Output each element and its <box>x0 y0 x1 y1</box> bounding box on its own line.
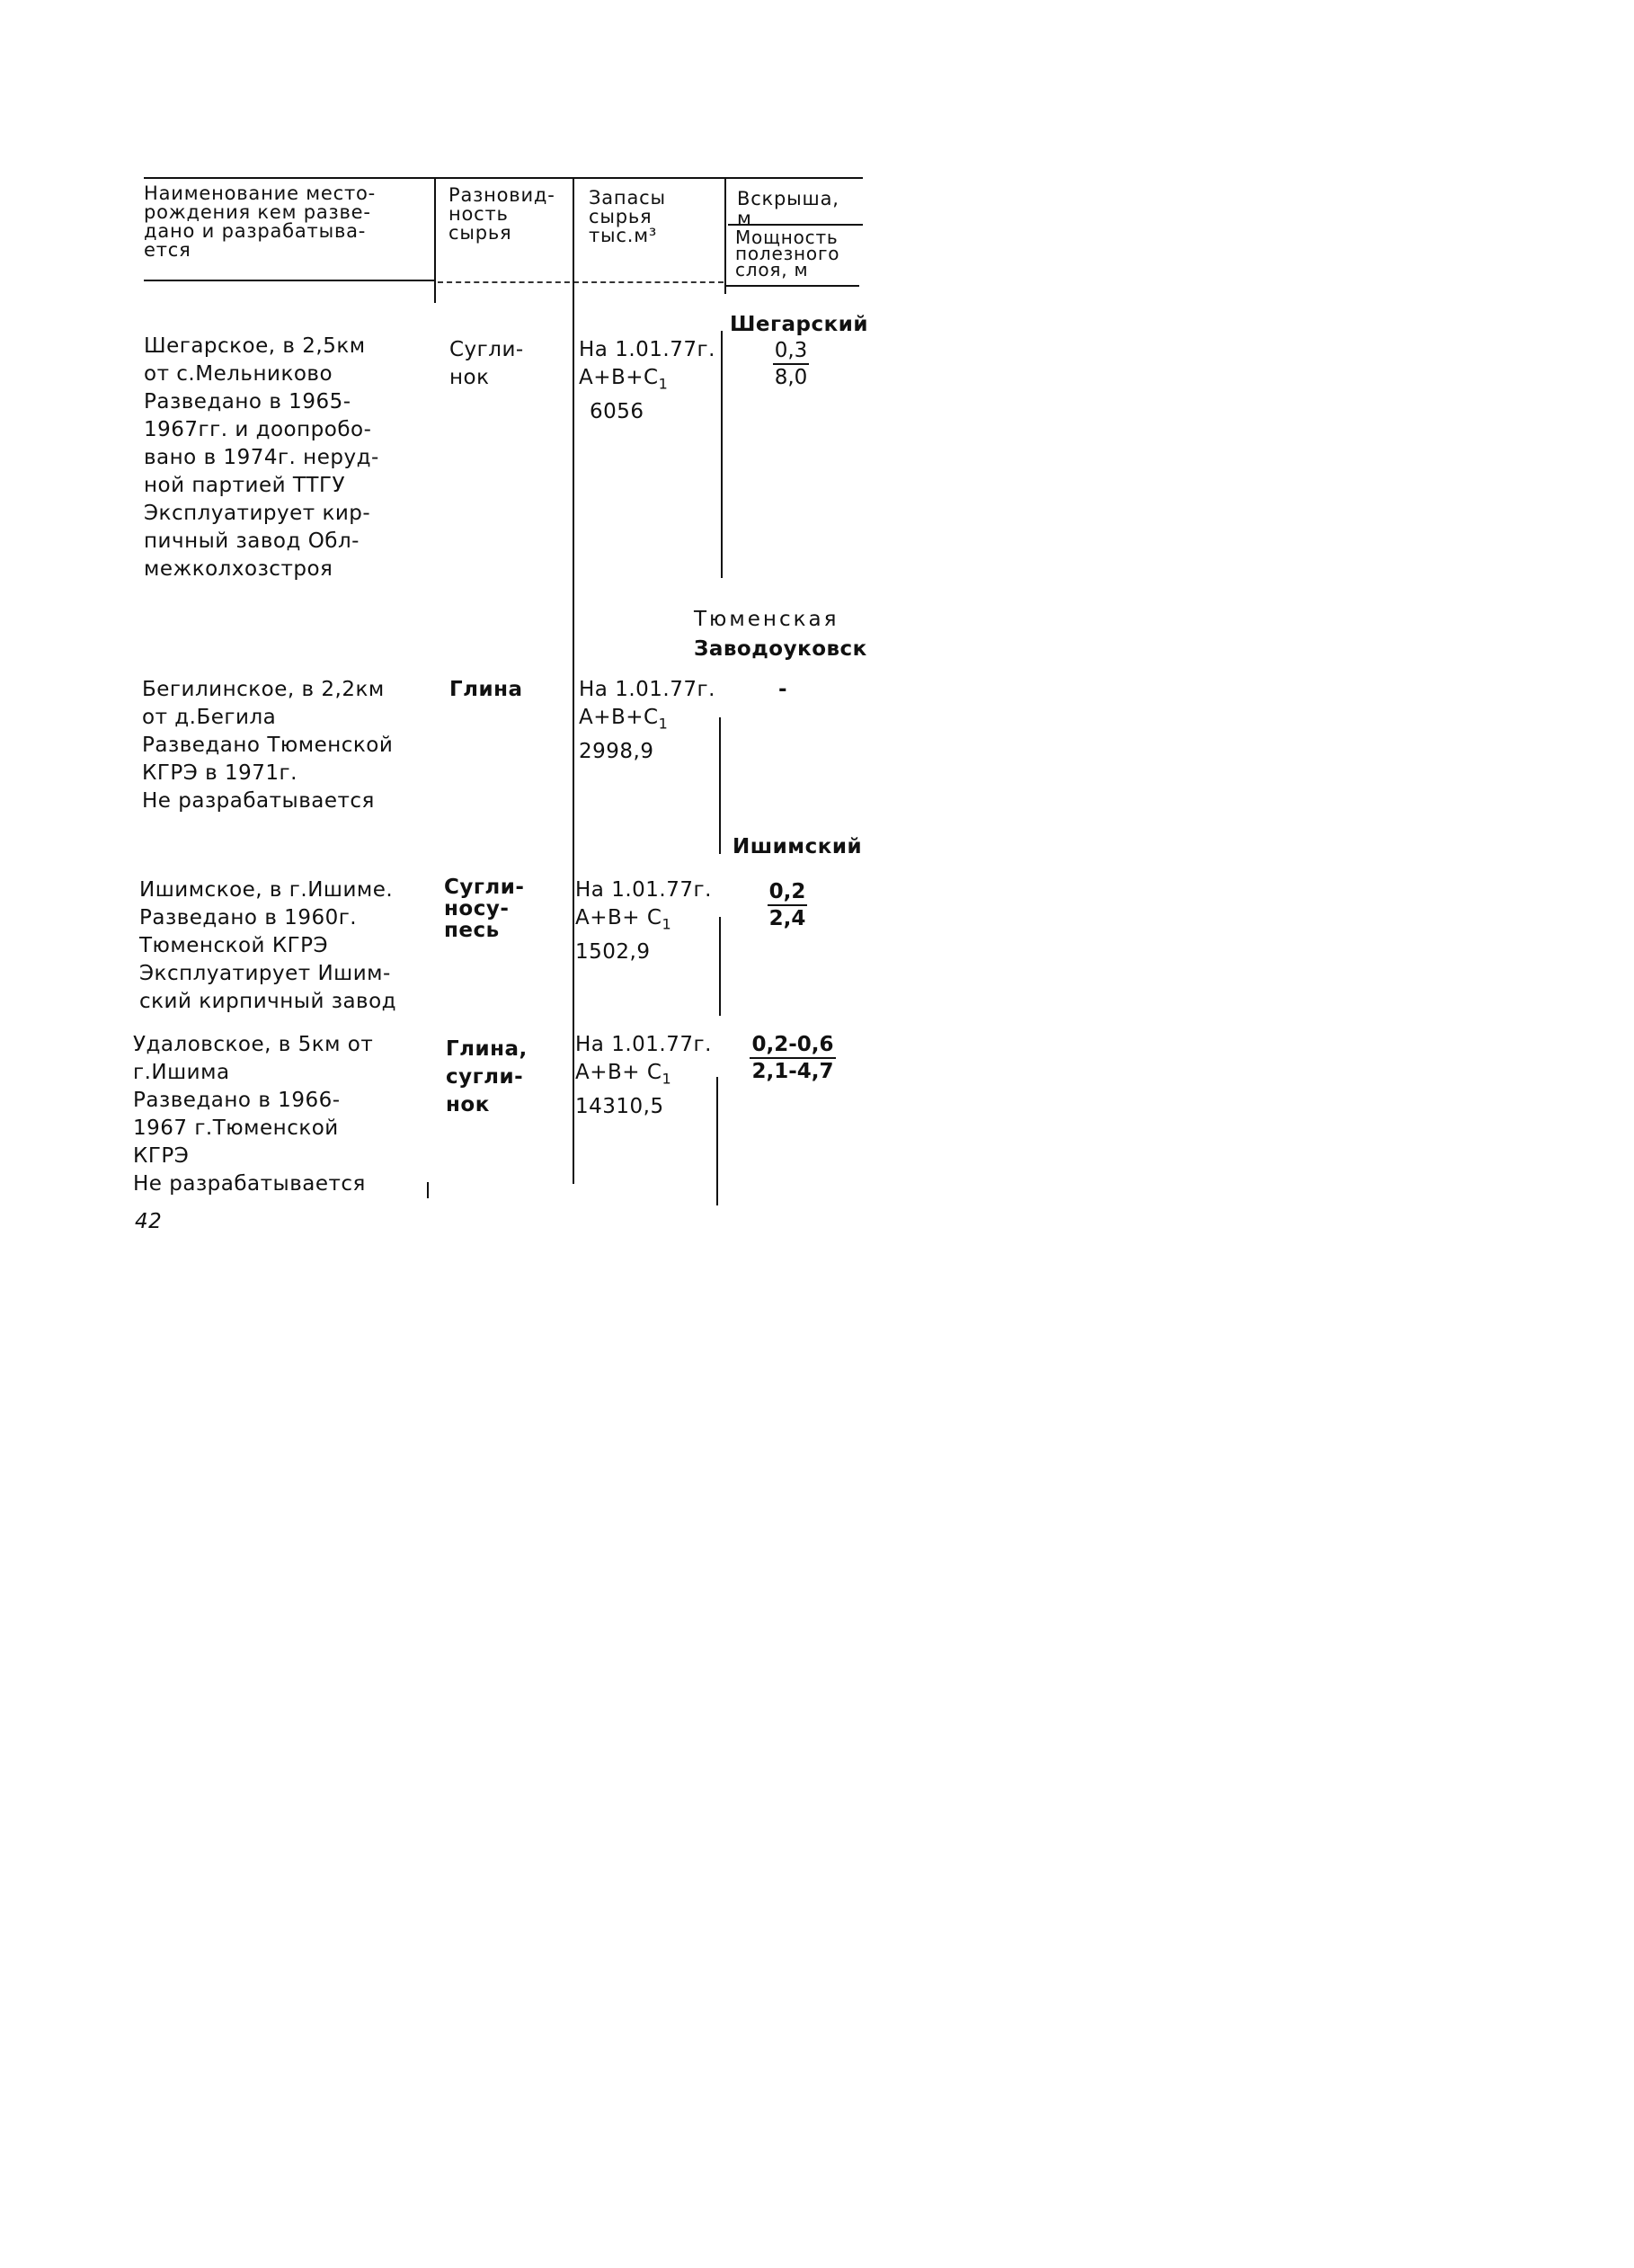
header-col1-line: ется <box>144 239 191 261</box>
reserves-date: На 1.01.77г. <box>575 878 712 902</box>
header-col4-top-line: м <box>737 208 752 229</box>
raw-type-line: Глина <box>449 678 523 701</box>
raw-type-cell <box>449 336 524 392</box>
overburden-value: - <box>778 678 788 701</box>
header-col2-line: ность <box>448 203 509 225</box>
overburden-value: 0,2-0,6 <box>750 1032 835 1059</box>
col-separator-3-seg-d <box>716 1077 718 1205</box>
reserves-value: 14310,5 <box>575 1094 664 1118</box>
reserves-cell <box>575 876 712 966</box>
raw-type-line: носу- <box>444 897 510 921</box>
deposit-name-line: вано в 1974г. неруд- <box>144 446 379 469</box>
reserves-category <box>575 1059 712 1093</box>
reserves-formula-subscript: 1 <box>662 915 672 933</box>
col-separator-3 <box>724 177 726 294</box>
deposit-name-line: Разведано в 1960г. <box>139 906 358 929</box>
header-col4-top <box>737 189 839 228</box>
reserves-cell <box>579 336 715 426</box>
page-number: 42 <box>135 1210 163 1233</box>
col-separator-3-seg-a <box>721 331 723 578</box>
deposit-name-line: от д.Бегила <box>142 706 277 729</box>
header-bottom-rule-right <box>726 285 859 287</box>
header-col3-line: сырья <box>589 206 653 227</box>
reserves-value: 6056 <box>590 399 644 423</box>
raw-type-line: нок <box>449 366 490 389</box>
col-separator-1b <box>427 1182 429 1198</box>
header-col4-bottom-line: Мощность <box>735 227 839 248</box>
reserves-value: 2998,9 <box>579 739 654 763</box>
deposit-name-line: Разведано в 1966- <box>133 1089 341 1112</box>
deposit-name-line: Бегилинское, в 2,2км <box>142 678 385 701</box>
deposit-name-line: КГРЭ в 1971г. <box>142 761 297 785</box>
reserves-date: На 1.01.77г. <box>575 1033 712 1056</box>
deposit-name-line: г.Ишима <box>133 1061 230 1084</box>
raw-type-cell <box>449 676 523 704</box>
overburden-thickness-cell <box>751 879 823 931</box>
reserves-formula-subscript: 1 <box>662 1070 672 1088</box>
overburden-thickness-cell <box>755 338 827 390</box>
raw-type-cell <box>444 876 524 941</box>
reserves-formula: А+В+С <box>579 706 659 729</box>
deposit-name-line: Не разрабатывается <box>133 1172 366 1196</box>
col-separator-3-seg-b <box>719 717 721 854</box>
deposit-name-cell <box>144 333 379 583</box>
header-col1-line: Наименование место- <box>144 182 377 204</box>
header-bottom-dashed-rule <box>438 281 724 283</box>
thickness-value: 2,4 <box>768 907 806 930</box>
reserves-category <box>575 904 712 938</box>
header-col3 <box>589 189 666 245</box>
reserves-formula-subscript: 1 <box>658 715 669 733</box>
deposit-name-line: Не разрабатывается <box>142 789 375 813</box>
deposit-name-line: ной партией ТТГУ <box>144 474 345 497</box>
reserves-category <box>579 704 715 738</box>
reserves-cell <box>575 1031 712 1121</box>
deposit-name-line: ский кирпичный завод <box>139 990 397 1013</box>
header-col4-bottom <box>735 229 839 278</box>
reserves-date: На 1.01.77г. <box>579 338 715 361</box>
deposit-name-line: Разведано в 1965- <box>144 390 351 414</box>
col-separator-1 <box>434 177 436 303</box>
header-col4-top-line: Вскрыша, <box>737 188 839 209</box>
reserves-category <box>579 364 715 398</box>
deposit-name-line: КГРЭ <box>133 1144 190 1168</box>
raw-type-line: песь <box>444 919 500 942</box>
deposit-name-line: межколхозстроя <box>144 557 333 581</box>
table-top-rule <box>144 177 863 179</box>
header-col1-line: рождения кем разве- <box>144 201 371 223</box>
deposit-name-cell <box>133 1031 373 1198</box>
deposit-name-line: Разведано Тюменской <box>142 734 394 757</box>
raw-type-line: нок <box>446 1093 490 1116</box>
reserves-value: 1502,9 <box>575 939 651 964</box>
raw-type-line: Глина, <box>446 1037 528 1061</box>
deposit-name-cell <box>139 876 396 1016</box>
deposit-name-line: Тюменской КГРЭ <box>139 934 329 957</box>
header-col3-line: Запасы <box>589 187 666 209</box>
deposit-name-cell <box>142 676 393 815</box>
deposit-name-line: Эксплуатирует кир- <box>144 502 371 525</box>
raw-type-line: Сугли- <box>449 338 524 361</box>
reserves-date: На 1.01.77г. <box>579 678 715 701</box>
header-col2-line: Разновид- <box>448 184 555 206</box>
header-col4-bottom-line: полезного <box>735 243 840 264</box>
thickness-value: 2,1-4,7 <box>751 1060 834 1083</box>
overburden-value: 0,2 <box>768 879 808 906</box>
section-label-tyumenskaya: Тюменская <box>694 608 839 631</box>
reserves-formula: А+В+ С <box>575 906 662 929</box>
col-separator-3-seg-c <box>719 917 721 1016</box>
header-col2-line: сырья <box>448 222 512 244</box>
deposit-name-line: 1967гг. и доопробо- <box>144 418 372 441</box>
overburden-value: 0,3 <box>773 338 810 365</box>
deposit-name-line: Эксплуатирует Ишим- <box>139 962 391 985</box>
deposit-name-line: Ишимское, в г.Ишиме. <box>139 878 394 902</box>
header-bottom-rule <box>144 280 436 281</box>
thickness-value: 8,0 <box>774 366 808 389</box>
header-col4-bottom-line: слоя, м <box>735 259 809 280</box>
header-col2 <box>448 186 555 243</box>
section-label-zavodoukovsk: Заводоуковск <box>694 637 867 661</box>
reserves-formula: А+В+ С <box>575 1061 662 1084</box>
deposit-name-line: Удаловское, в 5км от <box>133 1033 374 1056</box>
raw-type-cell <box>446 1036 528 1119</box>
deposit-name-line: от с.Мельниково <box>144 362 333 386</box>
deposit-name-line: 1967 г.Тюменской <box>133 1116 339 1140</box>
raw-type-line: сугли- <box>446 1065 524 1089</box>
header-col1-line: дано и разрабатыва- <box>144 220 367 242</box>
header-col1 <box>144 184 376 260</box>
reserves-formula-subscript: 1 <box>658 375 669 393</box>
reserves-cell <box>579 676 715 766</box>
document-page <box>0 0 1023 1419</box>
overburden-thickness-cell <box>742 1032 843 1084</box>
deposit-name-line: Шегарское, в 2,5км <box>144 334 366 358</box>
raw-type-line: Сугли- <box>444 876 525 899</box>
reserves-formula: А+В+С <box>579 366 659 389</box>
section-label-shegarsky: Шегарский <box>730 313 868 336</box>
header-col3-line: тыс.м³ <box>589 225 658 246</box>
section-label-ishimsky: Ишимский <box>733 835 863 858</box>
deposit-name-line: пичный завод Обл- <box>144 529 360 553</box>
col-separator-2 <box>573 177 574 1184</box>
